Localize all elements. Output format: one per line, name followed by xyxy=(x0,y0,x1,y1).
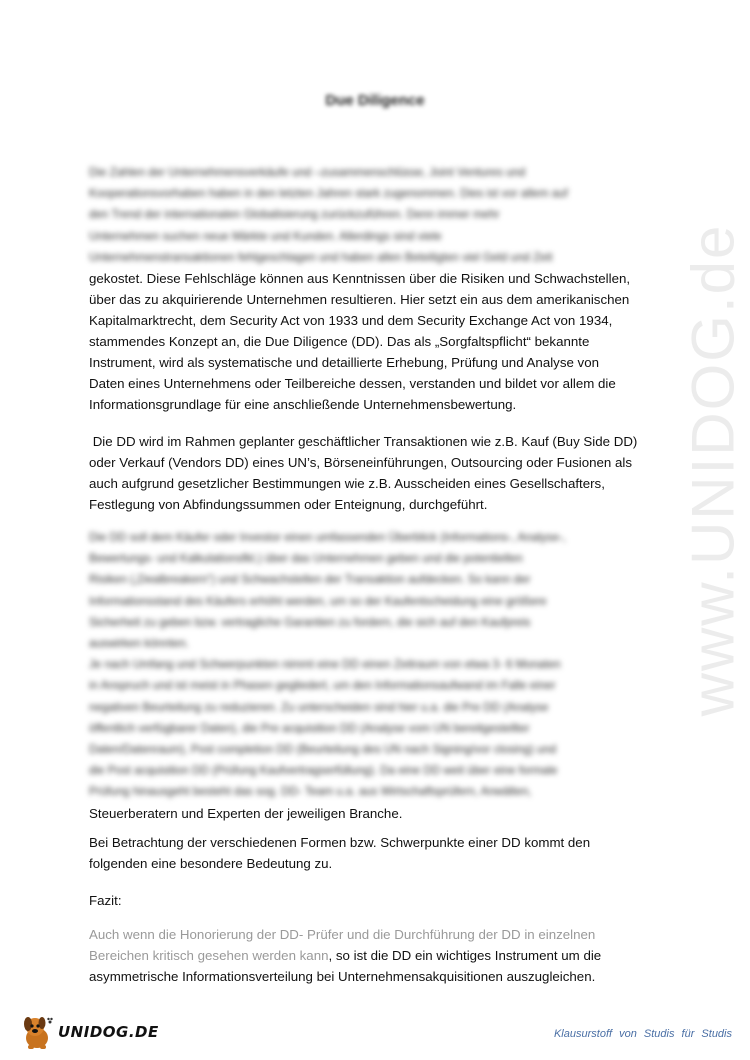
blurred-line: Kooperationsvorhaben haben in den letzten Jahren stark zugenommen. Dies ist vor allem auf xyxy=(89,187,568,201)
text-line: Kapitalmarktrecht, dem Security Act von 1933 und dem Security Exchange Act von 1934, xyxy=(89,313,613,329)
footer-slogan: Klausurstoff von Studis für Studis xyxy=(553,1028,732,1040)
watermark: www.UNIDOG.de xyxy=(679,223,747,717)
blurred-line: auswirken könnten. xyxy=(89,637,189,651)
blurred-line: Je nach Umfang und Schwerpunkten nimmt eine DD einen Zeitraum von etwa 3- 6 Monaten xyxy=(89,658,561,672)
blurred-line: Die DD soll dem Käufer oder Investor einen umfassenden Überblick (Informations-, Analyse-, xyxy=(89,531,566,544)
dog-mascot-icon xyxy=(20,1014,54,1050)
text-line: oder Verkauf (Vendors DD) eines UN’s, Börseneinführungen, Outsourcing oder Fusionen als xyxy=(89,455,633,470)
blurred-line: Risiken („Dealbreakern“) und Schwachstellen der Transaktion aufdecken. So kann der xyxy=(89,573,531,587)
paragraph-transactions xyxy=(89,431,659,515)
intro-paragraph xyxy=(89,162,659,415)
blurred-line: die Post acquisition DD (Prüfung Kaufvertragserfüllung). Da eine DD weit über eine formale xyxy=(89,764,558,778)
text-line: Informationsgrundlage für eine anschließende Unternehmensbewertung. xyxy=(89,397,517,413)
fazit-paragraph xyxy=(89,924,659,987)
blurred-line: öffentlich verfügbarer Daten), die Pre acquisition DD (Analyse vom UN bereitgestellter xyxy=(89,721,530,735)
footer-logo[interactable] xyxy=(20,1014,160,1050)
blurred-line: Unternehmenstransaktionen fehlgeschlagen und haben allen Beteiligten viel Geld und Zeit xyxy=(89,250,553,264)
faded-line: Auch wenn die Honorierung der DD- Prüfer und die Durchführung der DD in einzelnen xyxy=(89,927,596,942)
text-line: Bei Betrachtung der verschiedenen Formen bzw. Schwerpunkte einer DD kommt den xyxy=(89,835,591,850)
paragraph-forms xyxy=(89,832,659,874)
text-line: auch aufgrund gesetzlicher Bestimmungen wie z.B. Ausscheiden eines Gesellschafters, xyxy=(89,476,605,491)
text-line xyxy=(89,945,659,966)
text-line: asymmetrische Informationsverteilung bei Unternehmensakquisitionen auszugleichen. xyxy=(89,969,596,984)
text-line: über das zu akquirierende Unternehmen resultieren. Hier setzt ein aus dem amerikanischen xyxy=(89,292,630,308)
text-line: Steuerberatern und Experten der jeweiligen Branche. xyxy=(89,805,403,821)
blurred-line: Prüfung hinausgeht besteht das sog. DD- Team u.a. aus Wirtschaftsprüfern, Anwälten, xyxy=(89,785,532,799)
logo-text: UNIDOG.DE xyxy=(58,1023,159,1041)
blurred-line: in Anspruch und ist meist in Phasen gegliedert, um den Informationsaufwand im Falle einer xyxy=(89,679,556,693)
text-line: Instrument, wird als systematische und detaillierte Erhebung, Prüfung und Analyse von xyxy=(89,355,599,371)
text-line: gekostet. Diese Fehlschläge können aus Kenntnissen über die Risiken und Schwachstellen, xyxy=(89,271,631,287)
text-line: stammendes Konzept an, die Due Diligence (DD). Das als „Sorgfaltspflicht“ bekannte xyxy=(89,334,590,350)
blurred-line: Unternehmen suchen neue Märkte und Kunden. Allerdings sind viele xyxy=(89,229,442,243)
paragraph-overview xyxy=(89,527,659,824)
blurred-line: Informationsstand des Käufers erhöht werden, um so der Kaufentscheidung eine größere xyxy=(89,594,547,608)
text-line: Daten eines Unternehmens oder Teilbereiche dessen, verstanden und bildet vor allem die xyxy=(89,376,616,392)
fazit-heading xyxy=(89,890,659,911)
text-line: Festlegung von Abfindungssummen oder Enteignung, durchgeführt. xyxy=(89,497,488,512)
blurred-line: Die Zahlen der Unternehmensverkäufe und –zusammenschlüsse, Joint Ventures und xyxy=(89,166,526,179)
text-line: Die DD wird im Rahmen geplanter geschäftlicher Transaktionen wie z.B. Kauf (Buy Side DD) xyxy=(89,434,638,449)
blurred-line: Bewertungs- und Kalkulationsfkt.) über das Unternehmen geben und die potentiellen xyxy=(89,552,523,566)
blurred-line: den Trend der internationalen Globalisierung zurückzuführen. Denn immer mehr xyxy=(89,208,500,222)
blurred-line: Daten/Datenraum), Post completion DD (Beurteilung des UN nach Signing/vor closing) und xyxy=(89,743,557,757)
fazit-label: Fazit: xyxy=(89,893,122,908)
blurred-line: negativen Beurteilung zu reduzieren. Zu unterscheiden sind hier u.a. die Pre DD (Analyse xyxy=(89,700,549,714)
blurred-line: Sicherheit zu geben bzw. vertragliche Garantien zu fordern, die sich auf den Kaufpreis xyxy=(89,615,531,629)
page-title: Due Diligence xyxy=(325,92,425,109)
clear-text: , so ist die DD ein wichtiges Instrument um die xyxy=(328,948,602,963)
faded-text: Bereichen kritisch gesehen werden kann xyxy=(89,948,329,963)
text-line: folgenden eine besondere Bedeutung zu. xyxy=(89,856,333,871)
